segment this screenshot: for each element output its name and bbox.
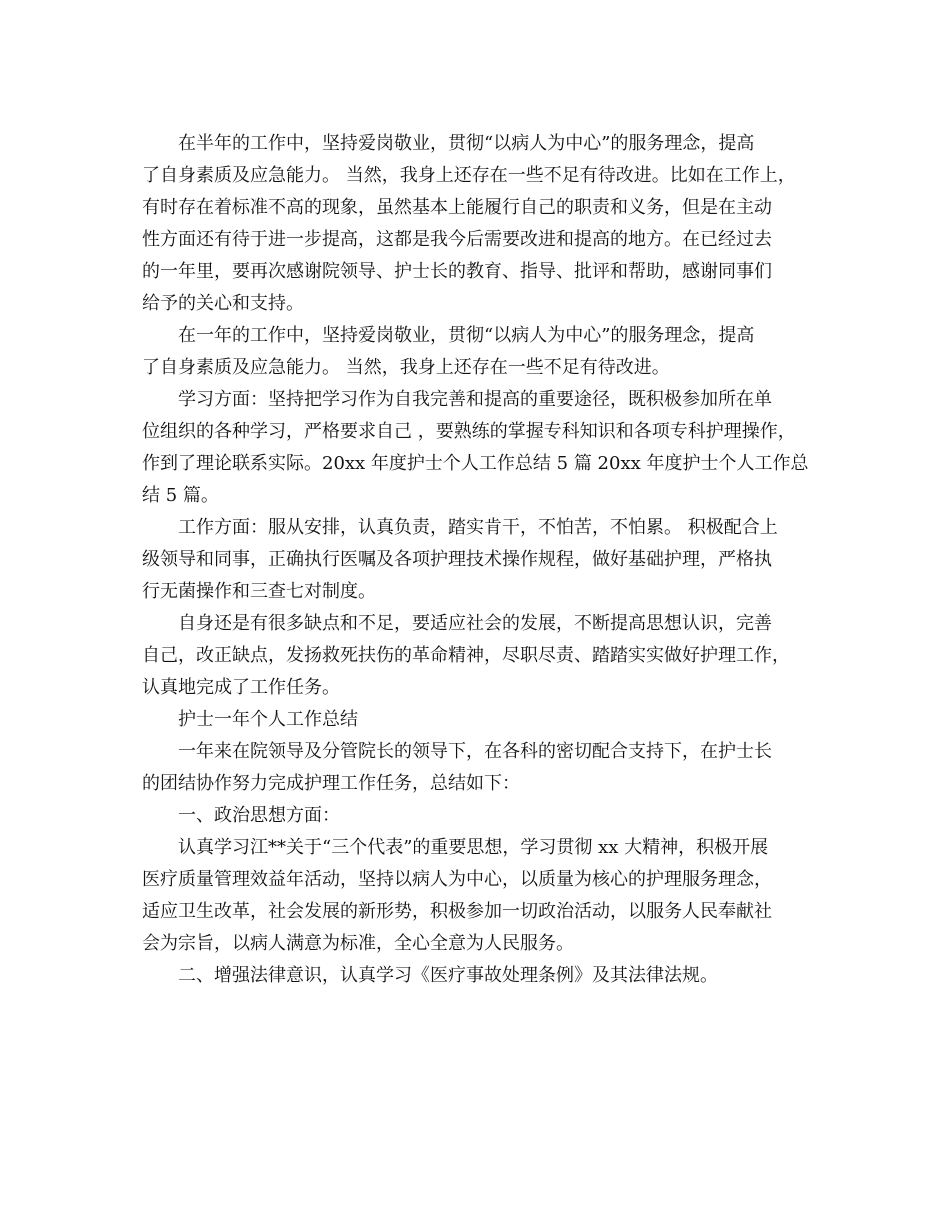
text-line: 自己，改正缺点，发扬救死扶伤的革命精神，尽职尽责、踏踏实实做好护理工作，: [142, 645, 790, 666]
text-line: 学习方面：坚持把学习作为自我完善和提高的重要途径，既积极参加所在单: [178, 389, 772, 410]
text-line: 的一年里，要再次感谢院领导、护士长的教育、指导、批评和帮助，感谢同事们: [142, 261, 772, 282]
text-line: 行无菌操作和三查七对制度。: [142, 581, 376, 602]
text-line: 认真地完成了工作任务。: [142, 677, 340, 698]
text-line: 性方面还有待于进一步提高，这都是我今后需要改进和提高的地方。在已经过去: [142, 229, 772, 250]
text-line: 一年来在院领导及分管院长的领导下，在各科的密切配合支持下，在护士长: [178, 741, 772, 762]
text-line: 医疗质量管理效益年活动，坚持以病人为中心，以质量为核心的护理服务理念，: [142, 869, 772, 890]
text-line: 护士一年个人工作总结: [178, 709, 358, 730]
text-line: 会为宗旨，以病人满意为标准，全心全意为人民服务。: [142, 933, 574, 954]
document-body: [142, 128, 812, 992]
text-line: 在半年的工作中，坚持爱岗敬业，贯彻“以病人为中心”的服务理念，提高: [178, 133, 755, 154]
text-line: 工作方面：服从安排，认真负责，踏实肯干，不怕苦，不怕累。 积极配合上: [178, 517, 778, 538]
text-line: 在一年的工作中，坚持爱岗敬业，贯彻“以病人为中心”的服务理念，提高: [178, 325, 755, 346]
text-line: 二、增强法律意识，认真学习《医疗事故处理条例》及其法律法规。: [178, 965, 718, 986]
text-line: 结 5 篇。: [142, 485, 219, 506]
text-line: 位组织的各种学习，严格要求自己 ，要熟练的掌握专科知识和各项专科护理操作，: [142, 421, 796, 442]
text-line: 给予的关心和支持。: [142, 293, 304, 314]
text-line: 级领导和同事，正确执行医嘱及各项护理技术操作规程，做好基础护理，严格执: [142, 549, 772, 570]
text-line: 了自身素质及应急能力。 当然，我身上还存在一些不足有待改进。比如在工作上，: [142, 165, 796, 186]
text-line: 的团结协作努力完成护理工作任务，总结如下：: [142, 773, 520, 794]
text-line: 作到了理论联系实际。20xx 年度护士个人工作总结 5 篇 20xx 年度护士个人工作总: [142, 453, 809, 474]
text-line: 适应卫生改革，社会发展的新形势，积极参加一切政治活动，以服务人民奉献社: [142, 901, 772, 922]
text-line: 自身还是有很多缺点和不足，要适应社会的发展，不断提高思想认识，完善: [178, 613, 772, 634]
text-line: 了自身素质及应急能力。 当然，我身上还存在一些不足有待改进。: [142, 357, 670, 378]
text-line: 认真学习江**关于“三个代表”的重要思想，学习贯彻 xx 大精神，积极开展: [178, 837, 769, 858]
text-line: 有时存在着标准不高的现象，虽然基本上能履行自己的职责和义务，但是在主动: [142, 197, 772, 218]
text-line: 一、政治思想方面：: [178, 805, 340, 826]
